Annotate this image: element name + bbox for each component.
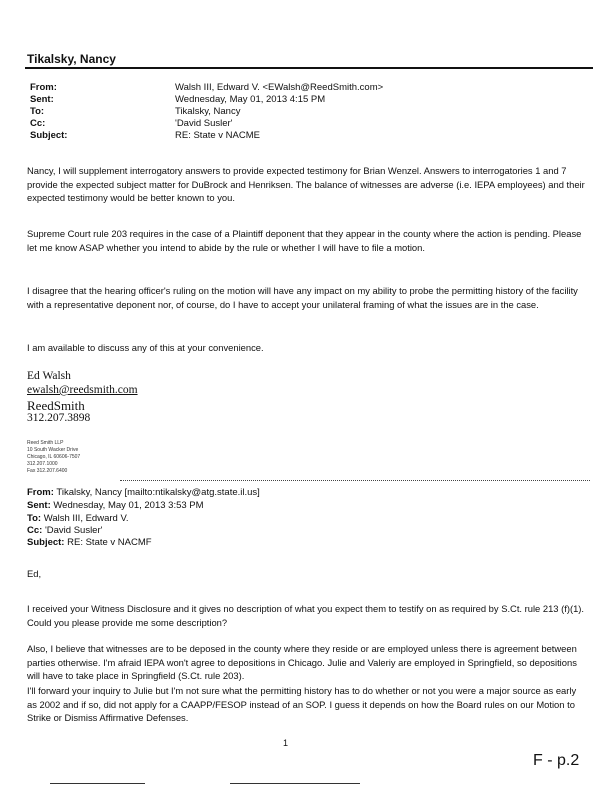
header-subject-label: Subject: (30, 130, 68, 141)
footer-line (50, 783, 145, 784)
fwd-greeting: Ed, (27, 568, 42, 579)
fwd-cc (27, 525, 102, 536)
fwd-subject (27, 537, 152, 548)
separator (120, 480, 590, 481)
header-cc-value: 'David Susler' (175, 118, 233, 129)
header-from-label: From: (30, 82, 57, 93)
body-paragraph: I am available to discuss any of this at your convenience. (27, 342, 264, 353)
address-line: Fax 312.207.6400 (27, 468, 68, 474)
address-line: 312.207.1000 (27, 461, 58, 467)
header-subject-value: RE: State v NACME (175, 130, 260, 141)
header-from-value: Walsh III, Edward V. <EWalsh@ReedSmith.com> (175, 82, 384, 93)
firm-address (27, 440, 80, 475)
address-line: 10 South Wacker Drive (27, 447, 79, 453)
fwd-sent (27, 500, 204, 511)
fwd-from (27, 487, 260, 498)
title-rule (25, 67, 593, 69)
fwd-cc-label: Cc: (27, 525, 43, 536)
body-paragraph: Nancy, I will supplement interrogatory answers to provide expected testimony for Brian Wenzel. Answers to interrogatories 1 and 7 provide the expected subject matter for DuBrock and Henriksen. The balance of witnesses are adverse (i.e. IEPA employees) and their expected testimony would be better known to you. (27, 165, 585, 204)
body-paragraph: Supreme Court rule 203 requires in the case of a Plaintiff deponent that they appear in the county where the action is pending. Please let me know ASAP whether you intend to abide by the rule or whether I will have to file a motion. (27, 228, 582, 253)
address-line: Chicago, IL 60606-7507 (27, 454, 81, 460)
fwd-sent-label: Sent: (27, 500, 51, 511)
fwd-to-value: Walsh III, Edward V. (43, 513, 129, 524)
header-sent-label: Sent: (30, 94, 54, 105)
fwd-from-label: From: (27, 487, 54, 498)
fwd-to-label: To: (27, 513, 42, 524)
header-sent-value: Wednesday, May 01, 2013 4:15 PM (175, 94, 326, 105)
fwd-subject-value: RE: State v NACMF (67, 537, 152, 548)
footer-line (230, 783, 360, 784)
fwd-cc-value: 'David Susler' (44, 525, 103, 536)
fwd-paragraph: Also, I believe that witnesses are to be deposed in the county where they reside or are employed unless there is agreement between parties otherwise. I'm afraid IEPA won't agree to depositions in Chicago. Julie and Valeriy are employed in Springfield, so depositions will have to take place in Springfield (S.Ct. rule 203). (27, 643, 577, 682)
fwd-paragraph: I received your Witness Disclosure and it gives no description of what you expect them to testify on as required by S.Ct. rule 213 (f)(1). Could you please provide me some description? (27, 603, 585, 628)
document-title: Tikalsky, Nancy (27, 52, 116, 66)
page-number: 1 (283, 738, 289, 748)
signature-name: Ed Walsh (27, 370, 71, 382)
signature-phone: 312.207.3898 (27, 412, 91, 424)
fwd-paragraph: I'll forward your inquiry to Julie but I'm not sure what the permitting history has to do whether or not you were a major source as early as 2002 and if so, did not apply for a CAAPP/FESOP instead of an SOP. I guess it depends on how the Board rules on our Motion to Strike or Dismiss Affirmative Defenses. (27, 685, 577, 724)
fwd-sent-value: Wednesday, May 01, 2013 3:53 PM (53, 500, 204, 511)
header-to-value: Tikalsky, Nancy (175, 106, 241, 117)
header-to-label: To: (30, 106, 45, 117)
body-paragraph: I disagree that the hearing officer's ruling on the motion will have any impact on my ability to probe the permitting history of the facility with a representative deponent nor, of course, do I have to accept your unilateral framing of what the issues are in the case. (27, 285, 578, 310)
header-cc-label: Cc: (30, 118, 46, 129)
fwd-subject-label: Subject: (27, 537, 65, 548)
fwd-to (27, 513, 129, 524)
signature-email-link[interactable]: ewalsh@reedsmith.com (27, 384, 138, 396)
signature-firm: ReedSmith (27, 398, 85, 413)
handwritten-page-mark: F - p.2 (533, 752, 580, 769)
fwd-from-value[interactable]: Tikalsky, Nancy [mailto:ntikalsky@atg.state.il.us] (56, 487, 260, 498)
address-line: Reed Smith LLP (27, 440, 64, 446)
